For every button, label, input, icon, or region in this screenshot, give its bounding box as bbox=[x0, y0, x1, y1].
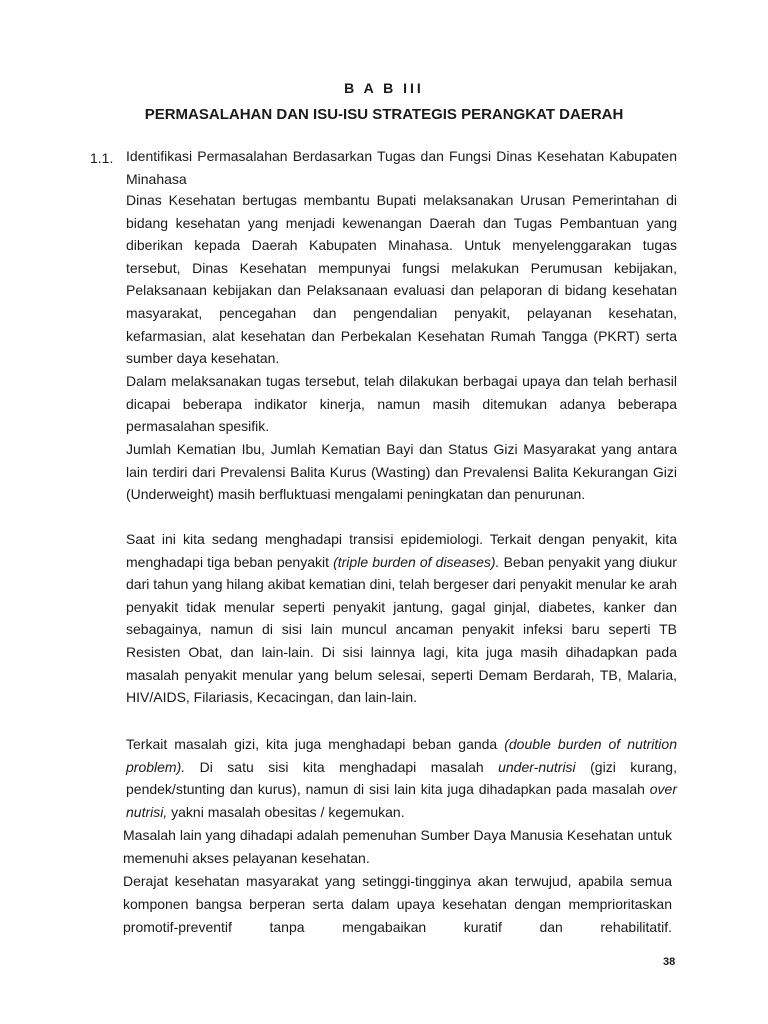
text-run: Beban penyakit yang diukur dari tahun yang hilang akibat kematian dini, telah bergeser dari penyakit menular ke arah penyakit tidak menular seperti penyakit jantung, gagal ginjal, diabetes, kanker dan sebagainya, namun di sisi lain muncul ancaman penyakit infeksi baru seperti TB Resisten Obat, dan lain-lain. Di sisi lainnya lagi, kita juga masih dihadapkan pada masalah penyakit menular yang belum selesai, seperti Demam Berdarah, TB, Malaria, HIV/AIDS, Filariasis, Kecacingan, dan lain-lain. bbox=[126, 553, 678, 706]
paragraph-kematian-gizi: Jumlah Kematian Ibu, Jumlah Kematian Bayi dan Status Gizi Masyarakat yang antara lain terdiri dari Prevalensi Balita Kurus (Wasting) dan Prevalensi Balita Kekurangan Gizi (Underweight) masih berfluktuasi mengalami peningkatan dan penurunan. bbox=[126, 441, 677, 503]
paragraph-derajat-kesehatan: Derajat kesehatan masyarakat yang setinggi-tingginya akan terwujud, apabila semua komponen bangsa berperan serta dalam upaya kesehatan dengan memprioritaskan promotif-preventif tanpa mengabaikan kuratif dan rehabilitatif. bbox=[123, 873, 672, 935]
chapter-heading: B A B III bbox=[344, 80, 424, 96]
paragraph-transisi-epidemiologi bbox=[126, 528, 677, 709]
text-run: Saat ini kita sedang menghadapi transisi epidemiologi. Terkait dengan penyakit, kita menghadapi tiga beban penyakit bbox=[126, 531, 677, 570]
section-number: 1.1. bbox=[90, 150, 114, 166]
paragraph-upaya: Dalam melaksanakan tugas tersebut, telah dilakukan berbagai upaya dan telah berhasil dicapai beberapa indikator kinerja, namun masih ditemukan adanya beberapa permasalahan spesifik. bbox=[126, 373, 677, 435]
paragraph-tugas-fungsi: Dinas Kesehatan bertugas membantu Bupati melaksanakan Urusan Pemerintahan di bidang kesehatan yang menjadi kewenangan Daerah dan Tugas Pembantuan yang diberikan kepada Daerah Kabupaten Minahasa. Untuk menyelenggarakan tugas tersebut, Dinas Kesehatan mempunyai fungsi melakukan Perumusan kebijakan, Pelaksanaan kebijakan dan Pelaksanaan evaluasi dan pelaporan di bidang kesehatan masyarakat, pencegahan dan pengendalian penyakit, pelayanan kesehatan, kefarmasian, alat kesehatan dan Perbekalan Kesehatan Rumah Tangga (PKRT) serta sumber daya kesehatan. bbox=[126, 192, 677, 367]
italic-term: under-nutrisi bbox=[498, 758, 576, 775]
text-run: Di satu sisi kita menghadapi masalah bbox=[185, 758, 499, 775]
paragraph-masalah-gizi bbox=[126, 733, 677, 823]
italic-term: (triple burden of diseases). bbox=[333, 553, 500, 570]
section-heading: Identifikasi Permasalahan Berdasarkan Tugas dan Fungsi Dinas Kesehatan Kabupaten Minahasa bbox=[126, 148, 677, 187]
italic-term: over nutrisi, bbox=[126, 781, 677, 820]
page-number: 38 bbox=[663, 956, 676, 968]
text-run: yakni masalah obesitas / kegemukan. bbox=[167, 803, 405, 820]
paragraph-sdm-kesehatan: Masalah lain yang dihadapi adalah pemenuhan Sumber Daya Manusia Kesehatan untuk memenuhi akses pelayanan kesehatan. bbox=[123, 827, 672, 866]
text-run: (gizi kurang, pendek/stunting dan kurus), namun di sisi lain kita juga dihadapkan pada masalah bbox=[126, 758, 677, 798]
italic-term: (double burden of nutrition problem). bbox=[126, 736, 677, 775]
text-run: Terkait masalah gizi, kita juga menghadapi beban ganda bbox=[126, 736, 505, 752]
chapter-title: PERMASALAHAN DAN ISU-ISU STRATEGIS PERANGKAT DAERAH bbox=[144, 106, 624, 123]
